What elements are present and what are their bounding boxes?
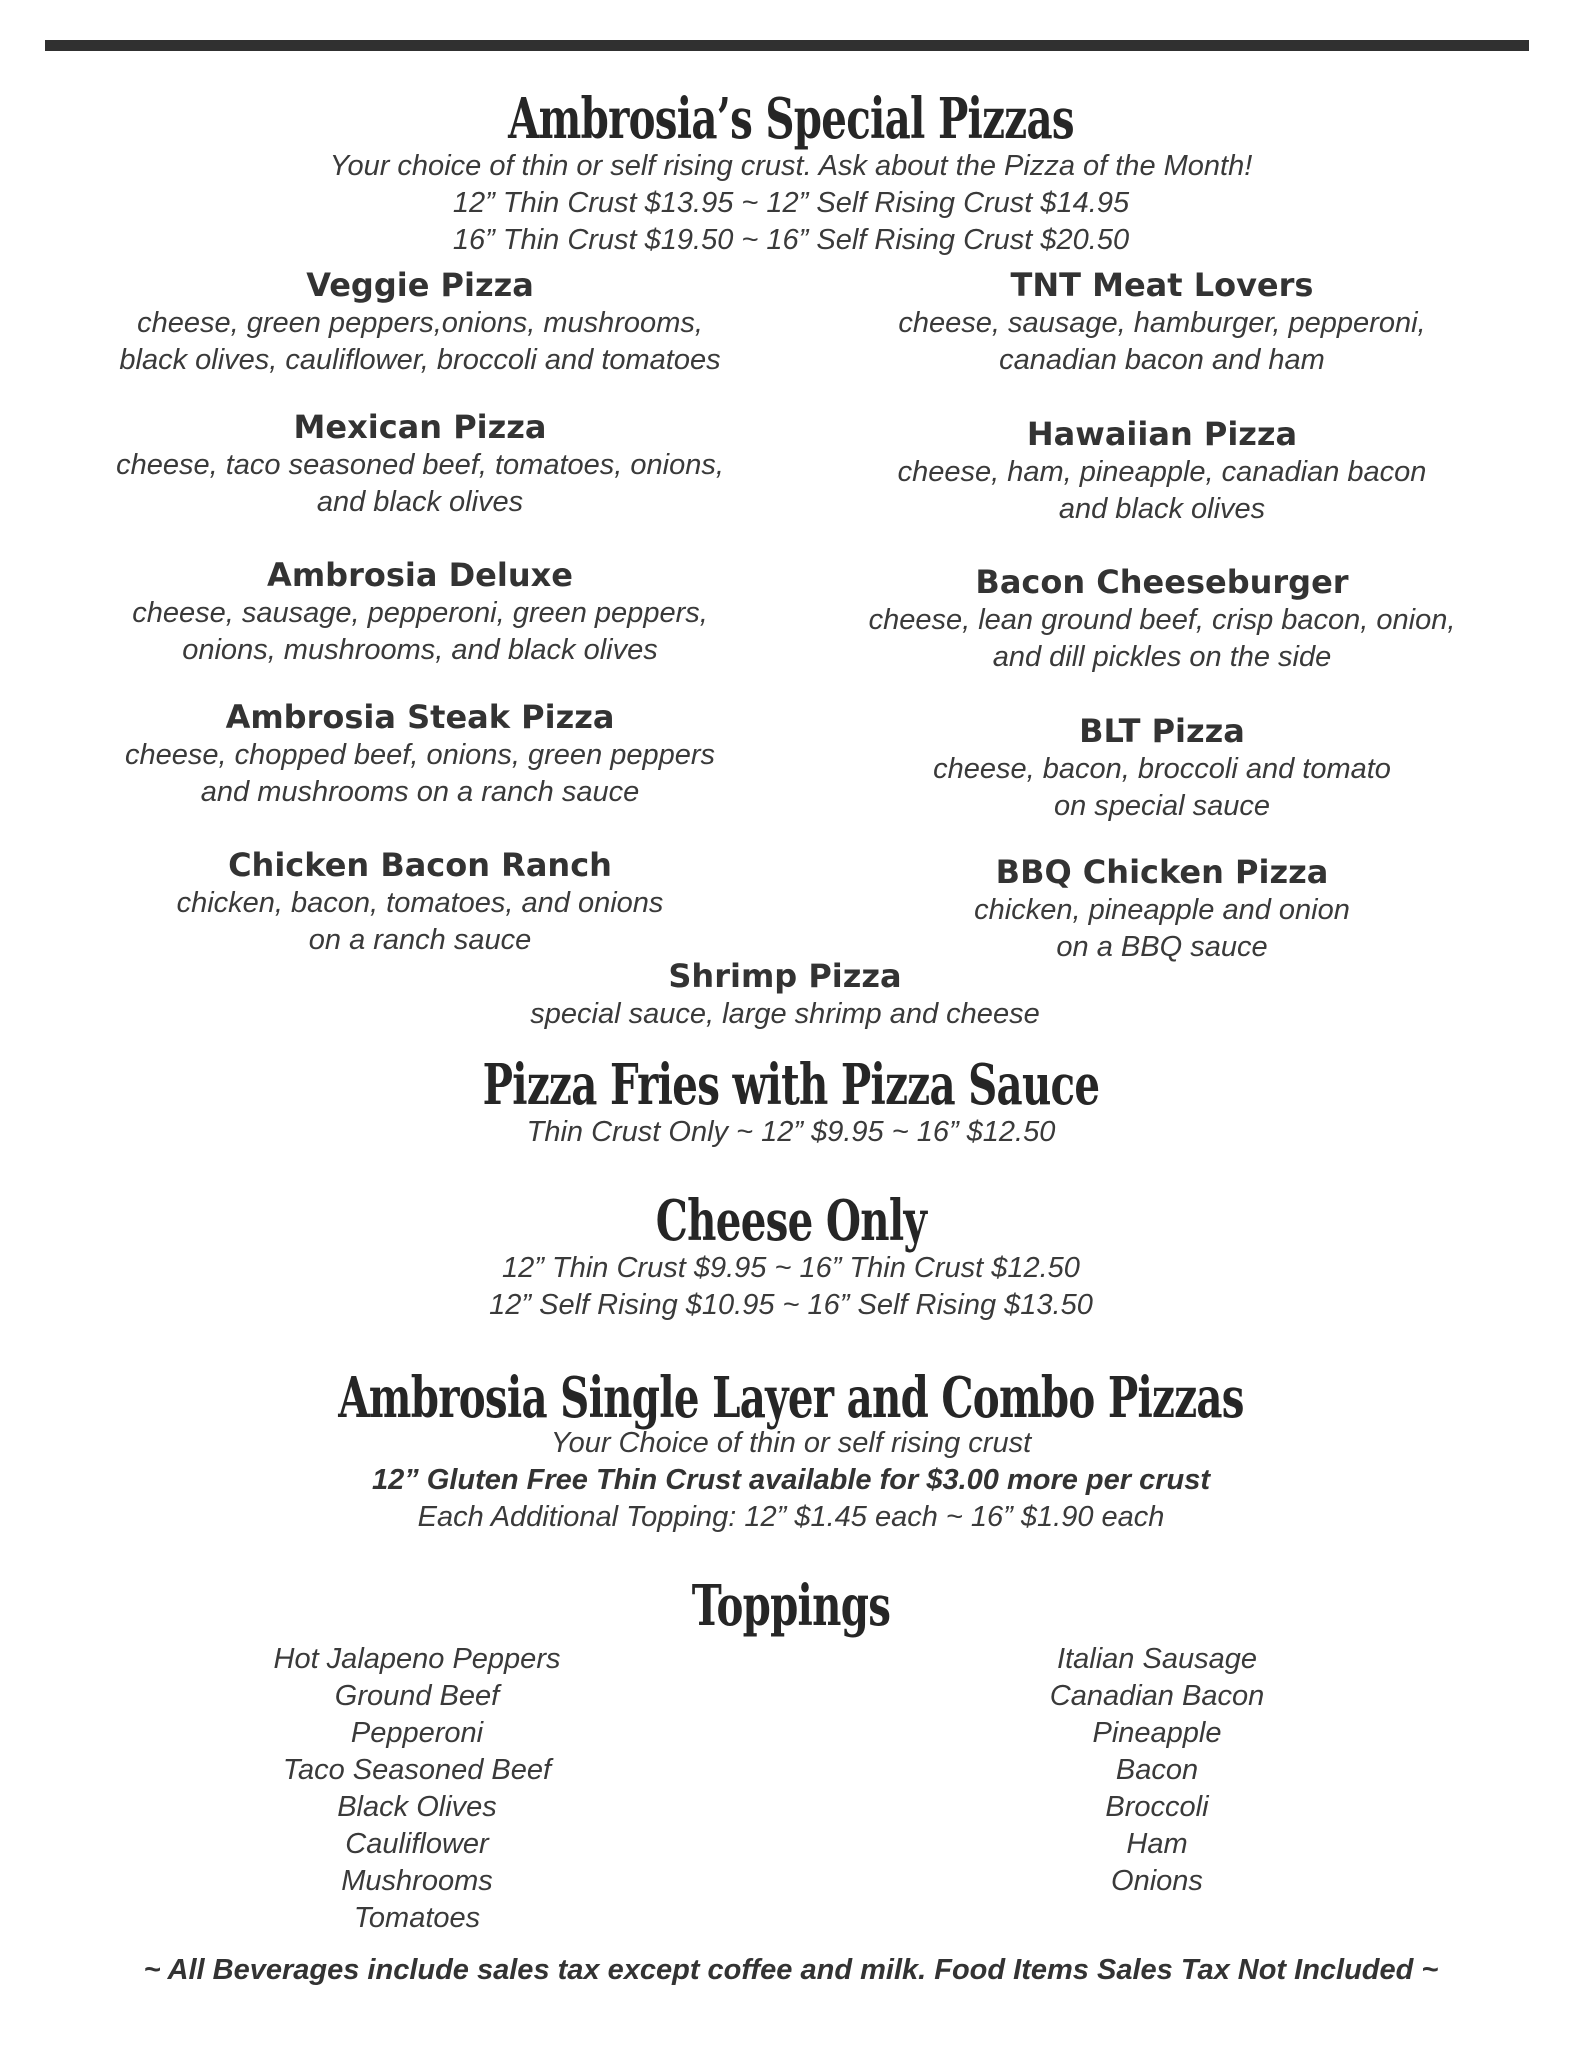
pizza-desc: cheese, ham, pineapple, canadian bacon bbox=[897, 456, 1427, 488]
pizza-item bbox=[35, 555, 805, 669]
pizza-desc: cheese, taco seasoned beef, tomatoes, onions, bbox=[116, 449, 724, 481]
pizza-name: Shrimp Pizza bbox=[668, 957, 902, 995]
pizza-name: TNT Meat Lovers bbox=[1010, 266, 1314, 304]
cheese-only-title: Cheese Only bbox=[655, 1188, 927, 1254]
pizza-desc: cheese, lean ground beef, crisp bacon, onion, bbox=[868, 604, 1456, 636]
top-rule bbox=[45, 40, 1529, 51]
list-item: Black Olives bbox=[337, 1791, 497, 1823]
list-item: Ground Beef bbox=[334, 1680, 500, 1712]
pizza-item bbox=[35, 265, 805, 379]
list-item: Ham bbox=[1126, 1828, 1188, 1860]
list-item: Taco Seasoned Beef bbox=[282, 1754, 552, 1786]
list-item: Onions bbox=[1111, 1865, 1203, 1897]
cheese-only-price-1: 12” Thin Crust $9.95 ~ 16” Thin Crust $12.50 bbox=[502, 1252, 1080, 1284]
list-item: Bacon bbox=[1115, 1754, 1199, 1786]
pizza-desc: cheese, sausage, hamburger, pepperoni, bbox=[898, 307, 1426, 339]
pizza-desc: cheese, sausage, pepperoni, green peppers, bbox=[132, 597, 708, 629]
pizza-desc: canadian bacon and ham bbox=[999, 344, 1325, 376]
pizza-item bbox=[777, 852, 1547, 966]
pizza-name: Veggie Pizza bbox=[306, 266, 534, 304]
pizza-name: Chicken Bacon Ranch bbox=[228, 846, 612, 884]
combo-title: Ambrosia Single Layer and Combo Pizzas bbox=[338, 1365, 1244, 1431]
pizza-item bbox=[777, 711, 1547, 825]
special-intro: Your choice of thin or self rising crust. Ask about the Pizza of the Month! bbox=[329, 150, 1253, 182]
pizza-name: Bacon Cheeseburger bbox=[975, 563, 1349, 601]
pizza-fries-price: Thin Crust Only ~ 12” $9.95 ~ 16” $12.50 bbox=[526, 1116, 1056, 1148]
toppings-title: Toppings bbox=[691, 1573, 891, 1639]
pizza-desc: and black olives bbox=[1058, 493, 1266, 525]
list-item: Mushrooms bbox=[341, 1865, 493, 1897]
pizza-desc: on a BBQ sauce bbox=[1056, 931, 1268, 963]
pizza-item bbox=[777, 414, 1547, 528]
pizza-name: Ambrosia Deluxe bbox=[267, 556, 573, 594]
list-item: Pineapple bbox=[1092, 1717, 1222, 1749]
pizza-desc: chicken, bacon, tomatoes, and onions bbox=[176, 887, 664, 919]
pizza-fries-title: Pizza Fries with Pizza Sauce bbox=[482, 1052, 1100, 1118]
pizza-item bbox=[35, 845, 805, 959]
pizza-item bbox=[0, 956, 1570, 1033]
list-item: Cauliflower bbox=[345, 1828, 489, 1860]
pizza-item bbox=[35, 697, 805, 811]
pizza-item bbox=[777, 562, 1547, 676]
list-item: Pepperoni bbox=[350, 1717, 484, 1749]
toppings-left-list bbox=[17, 1641, 817, 1937]
cheese-only-price-2: 12” Self Rising $10.95 ~ 16” Self Rising $13.50 bbox=[489, 1289, 1093, 1321]
list-item: Hot Jalapeno Peppers bbox=[273, 1643, 561, 1675]
pizza-name: Mexican Pizza bbox=[293, 408, 547, 446]
pizza-name: Ambrosia Steak Pizza bbox=[225, 698, 615, 736]
pizza-name: BBQ Chicken Pizza bbox=[995, 853, 1329, 891]
combo-crust-choice: Your Choice of thin or self rising crust bbox=[550, 1427, 1032, 1459]
special-price-16: 16” Thin Crust $19.50 ~ 16” Self Rising Crust $20.50 bbox=[452, 224, 1130, 256]
pizza-item bbox=[35, 407, 805, 521]
list-item: Italian Sausage bbox=[1057, 1643, 1257, 1675]
list-item: Broccoli bbox=[1105, 1791, 1209, 1823]
pizza-desc: cheese, chopped beef, onions, green peppers bbox=[124, 739, 716, 771]
pizza-desc: on special sauce bbox=[1053, 790, 1271, 822]
additional-topping-price: Each Additional Topping: 12” $1.45 each ~ 16” $1.90 each bbox=[417, 1501, 1165, 1533]
pizza-desc: black olives, cauliflower, broccoli and tomatoes bbox=[119, 344, 721, 376]
pizza-desc: and black olives bbox=[316, 486, 524, 518]
pizza-desc: cheese, green peppers,onions, mushrooms, bbox=[137, 307, 703, 339]
special-price-12: 12” Thin Crust $13.95 ~ 12” Self Rising Crust $14.95 bbox=[452, 187, 1130, 219]
special-pizzas-title: Ambrosia’s Special Pizzas bbox=[508, 86, 1074, 152]
pizza-desc: chicken, pineapple and onion bbox=[974, 894, 1350, 926]
tax-footer-note: ~ All Beverages include sales tax except coffee and milk. Food Items Sales Tax Not Included ~ bbox=[143, 1954, 1439, 1986]
toppings-right-list bbox=[757, 1641, 1557, 1900]
pizza-desc: and dill pickles on the side bbox=[992, 641, 1332, 673]
pizza-name: Hawaiian Pizza bbox=[1026, 415, 1298, 453]
list-item: Tomatoes bbox=[353, 1902, 481, 1934]
pizza-desc: on a ranch sauce bbox=[308, 924, 532, 956]
gluten-free-note: 12” Gluten Free Thin Crust available for $3.00 more per crust bbox=[371, 1464, 1211, 1496]
list-item: Canadian Bacon bbox=[1049, 1680, 1265, 1712]
pizza-desc: special sauce, large shrimp and cheese bbox=[530, 998, 1040, 1030]
pizza-item bbox=[777, 265, 1547, 379]
pizza-desc: cheese, bacon, broccoli and tomato bbox=[933, 753, 1391, 785]
pizza-name: BLT Pizza bbox=[1079, 712, 1245, 750]
pizza-desc: onions, mushrooms, and black olives bbox=[182, 634, 658, 666]
pizza-desc: and mushrooms on a ranch sauce bbox=[200, 776, 640, 808]
